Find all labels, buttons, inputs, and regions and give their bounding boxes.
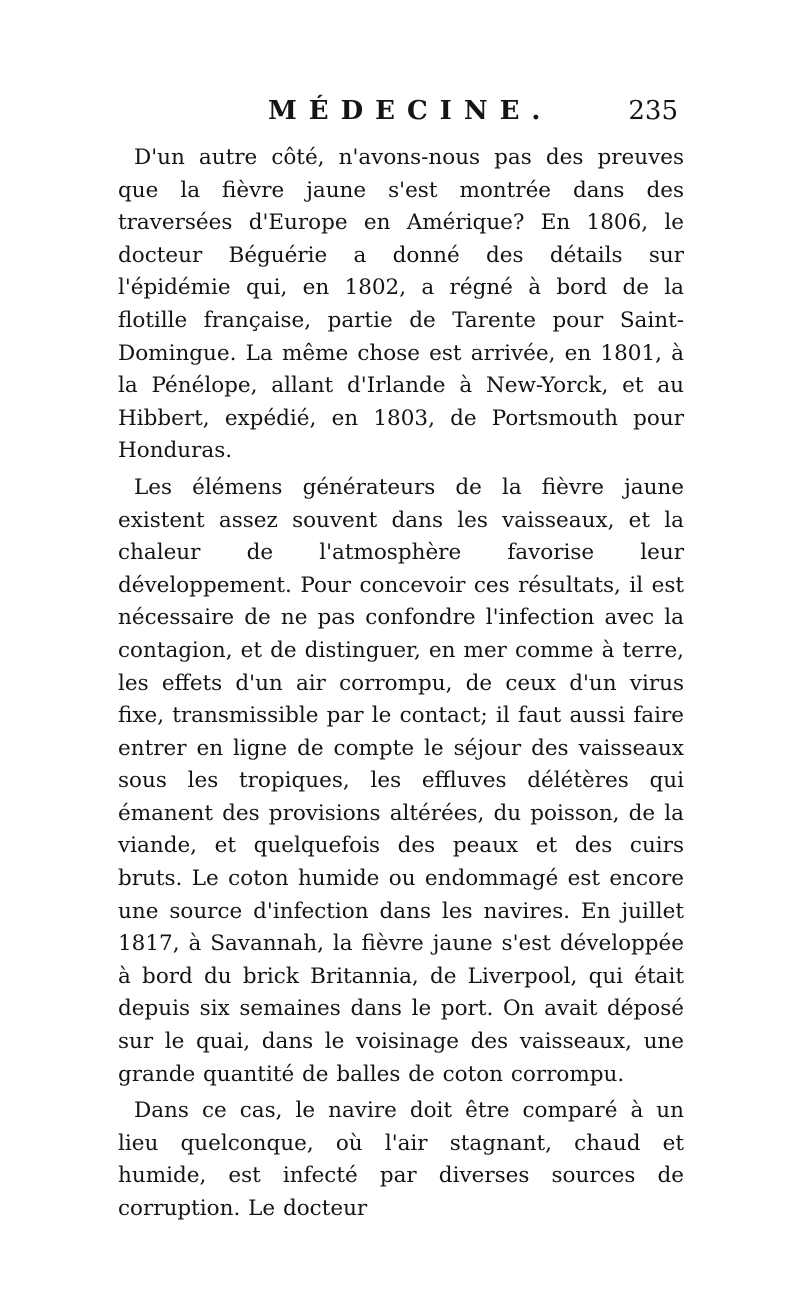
page-header [118,96,684,142]
running-head: MÉDECINE. [268,96,553,126]
book-page [118,96,684,1226]
paragraph-text: Dans ce cas, le navire doit être comparé à un lieu quelconque, où l'air stagnant, chaud et humide, est infecté par diverses sources de corruption. Le docteur [118,1098,684,1221]
body-text [118,142,684,1226]
paragraph [118,1095,684,1225]
paragraph-text: Les élémens générateurs de la fièvre jaune existent assez souvent dans les vaisseaux, et la chaleur de l'atmosphère favorise leur développement. Pour concevoir ces résultats, il est nécessaire de ne pas confondre l'infection avec la contagion, et de distinguer, en mer comme à terre, les effets d'un air corrompu, de ceux d'un virus fixe, transmissible par le contact; il faut aussi faire entrer en ligne de compte le séjour des vaisseaux sous les tropiques, les effluves délétères qui émanent des provisions altérées, du poisson, de la viande, et quelquefois des peaux et des cuirs bruts. Le coton humide ou endommagé est encore une source d'infection dans les navires. En juillet 1817, à Savannah, la fièvre jaune s'est développée à bord du brick Britannia, de Liverpool, qui était depuis six semaines dans le port. On avait déposé sur le quai, dans le voisinage des vaisseaux, une grande quantité de balles de coton corrompu. [118,474,684,1087]
page-number: 235 [628,96,678,126]
paragraph [118,472,684,1091]
paragraph [118,142,684,468]
paragraph-text: D'un autre côté, n'avons-nous pas des preuves que la fièvre jaune s'est montrée dans des traversées d'Europe en Amérique? En 1806, le docteur Béguérie a donné des détails sur l'épidémie qui, en 1802, a régné à bord de la flotille française, partie de Tarente pour Saint-Domingue. La même chose est arrivée, en 1801, à la Pénélope, allant d'Irlande à New-Yorck, et au Hibbert, expédié, en 1803, de Portsmouth pour Honduras. [118,145,684,464]
